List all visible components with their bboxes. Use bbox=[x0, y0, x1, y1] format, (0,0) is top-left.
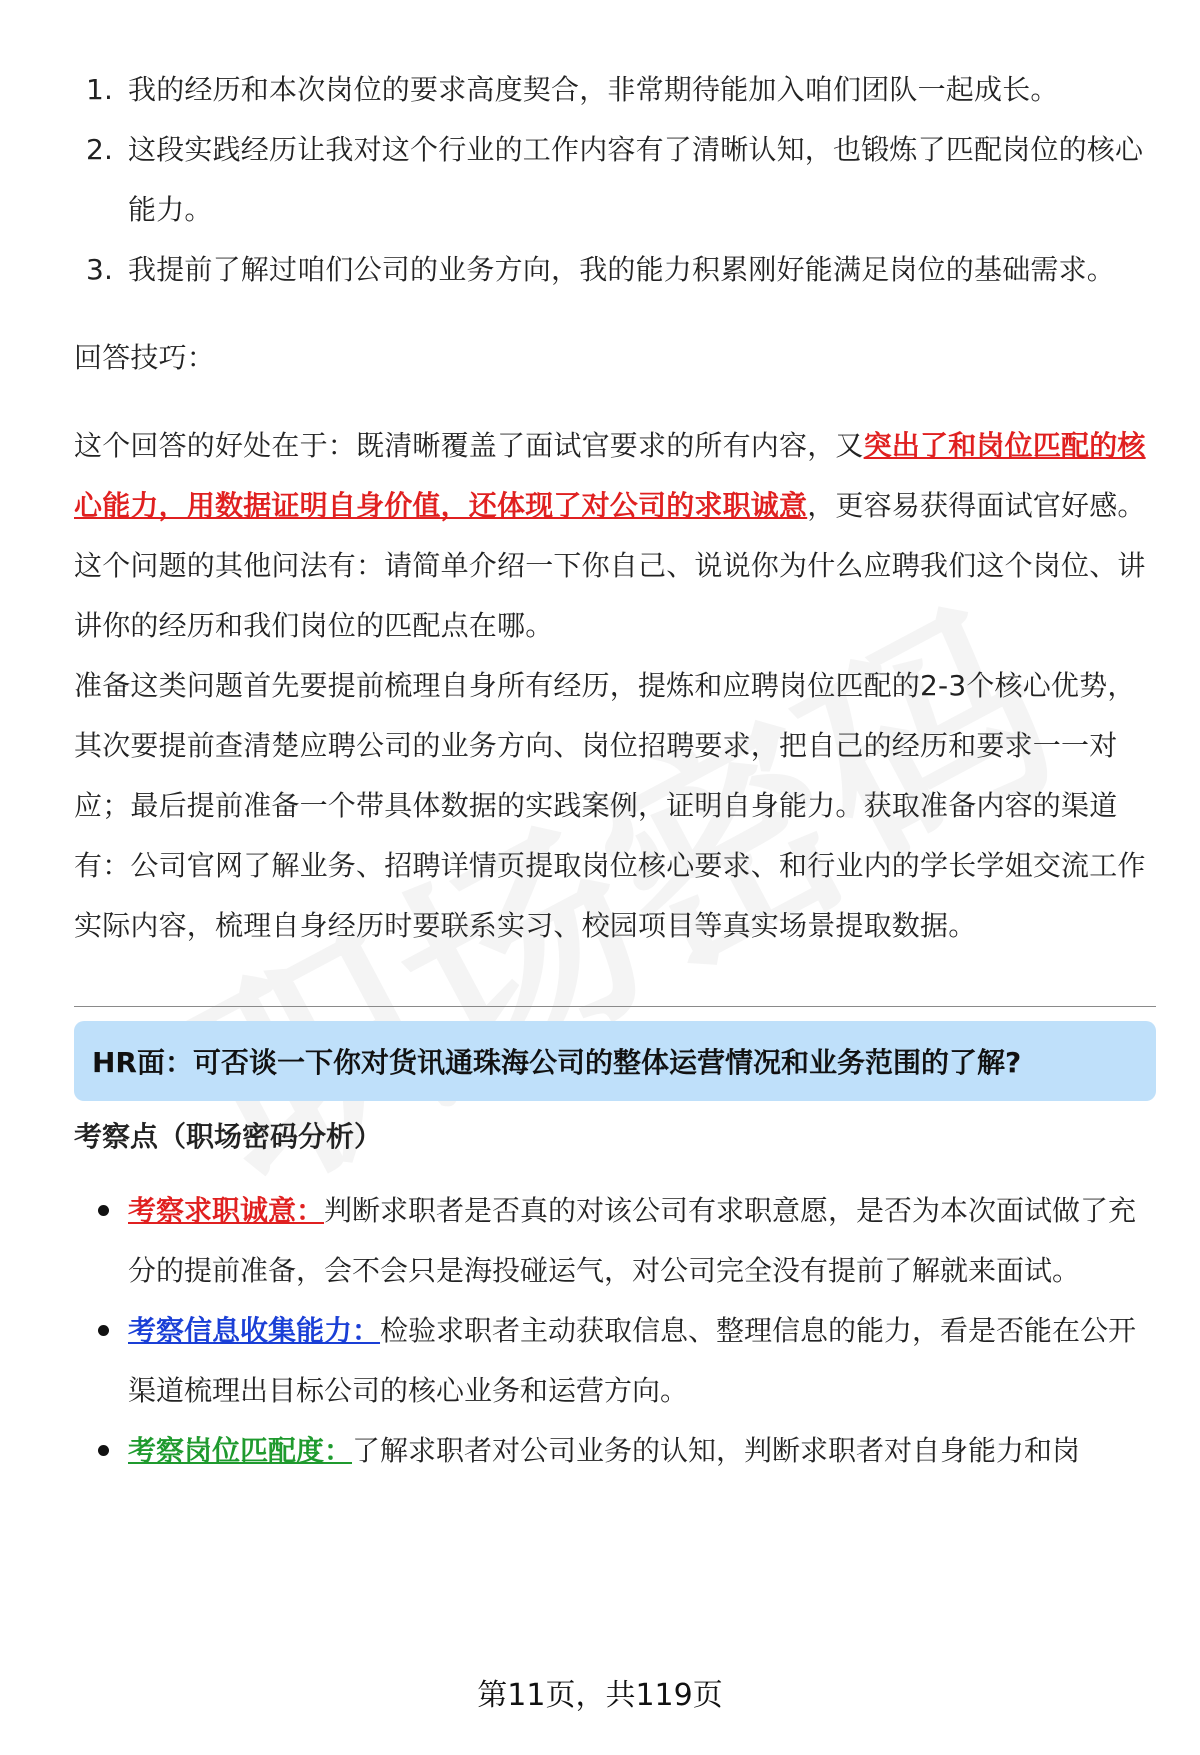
exam-point bbox=[74, 1421, 1156, 1481]
exam-point bbox=[74, 1301, 1156, 1421]
list-item bbox=[74, 120, 1156, 240]
page-footer: 第11页，共119页 bbox=[477, 1678, 723, 1713]
tips-p1-after: ，更容易获得面试官好感。这个问题的其他问法有：请简单介绍一下你自己、说说你为什么应聘我们这个岗位、讲讲你的经历和我们岗位的匹配点在哪。 bbox=[74, 489, 1146, 642]
exam-point-text: 了解求职者对公司业务的认知，判断求职者对自身能力和岗 bbox=[352, 1434, 1081, 1467]
exam-points-list bbox=[74, 1181, 1156, 1481]
exam-point-title: 考察求职诚意： bbox=[128, 1194, 325, 1227]
tips-p1-before: 这个回答的好处在于：既清晰覆盖了面试官要求的所有内容，又 bbox=[74, 429, 864, 462]
question-text: HR面：可否谈一下你对货讯通珠海公司的整体运营情况和业务范围的了解? bbox=[92, 1046, 1022, 1079]
exam-point-text: 检验求职者主动获取信息、整理信息的能力，看是否能在公开渠道梳理出目标公司的核心业务和运营方向。 bbox=[128, 1314, 1137, 1407]
exam-point bbox=[74, 1181, 1156, 1301]
list-text: 我提前了解过咱们公司的业务方向，我的能力积累刚好能满足岗位的基础需求。 bbox=[128, 253, 1116, 286]
page-content bbox=[74, 60, 1156, 1481]
bullet-dot-icon bbox=[98, 1205, 109, 1216]
list-text: 我的经历和本次岗位的要求高度契合，非常期待能加入咱们团队一起成长。 bbox=[128, 73, 1059, 106]
list-number: 3. bbox=[86, 253, 114, 286]
numbered-list bbox=[74, 60, 1156, 300]
bullet-dot-icon bbox=[98, 1325, 109, 1336]
tips-paragraph-2: 准备这类问题首先要提前梳理自身所有经历，提炼和应聘岗位匹配的2-3个核心优势，其次要提前查清楚应聘公司的业务方向、岗位招聘要求，把自己的经历和要求一一对应；最后提前准备一个带具体数据的实践案例，证明自身能力。获取准备内容的渠道有：公司官网了解业务、招聘详情页提取岗位核心要求、和行业内的学长学姐交流工作实际内容，梳理自身经历时要联系实习、校园项目等真实场景提取数据。 bbox=[74, 669, 1146, 942]
tips-label: 回答技巧： bbox=[74, 341, 216, 374]
exam-point-title: 考察岗位匹配度： bbox=[128, 1434, 353, 1467]
list-number: 1. bbox=[86, 73, 114, 106]
tips-paragraph-1 bbox=[74, 416, 1156, 656]
list-text: 这段实践经历让我对这个行业的工作内容有了清晰认知，也锻炼了匹配岗位的核心能力。 bbox=[128, 133, 1144, 226]
question-box bbox=[74, 1021, 1156, 1101]
exam-heading: 考察点（职场密码分析） bbox=[74, 1120, 383, 1153]
list-number: 2. bbox=[86, 133, 114, 166]
list-item bbox=[74, 60, 1156, 120]
list-item bbox=[74, 240, 1156, 300]
divider bbox=[74, 1006, 1156, 1007]
tips-p1-highlight: 突出了和岗位匹配的核心能力，用数据证明自身价值，还体现了对公司的求职诚意 bbox=[74, 429, 1146, 522]
exam-point-text: 判断求职者是否真的对该公司有求职意愿，是否为本次面试做了充分的提前准备，会不会只是海投碰运气，对公司完全没有提前了解就来面试。 bbox=[128, 1194, 1137, 1287]
exam-point-title: 考察信息收集能力： bbox=[128, 1314, 381, 1347]
bullet-dot-icon bbox=[98, 1445, 109, 1456]
